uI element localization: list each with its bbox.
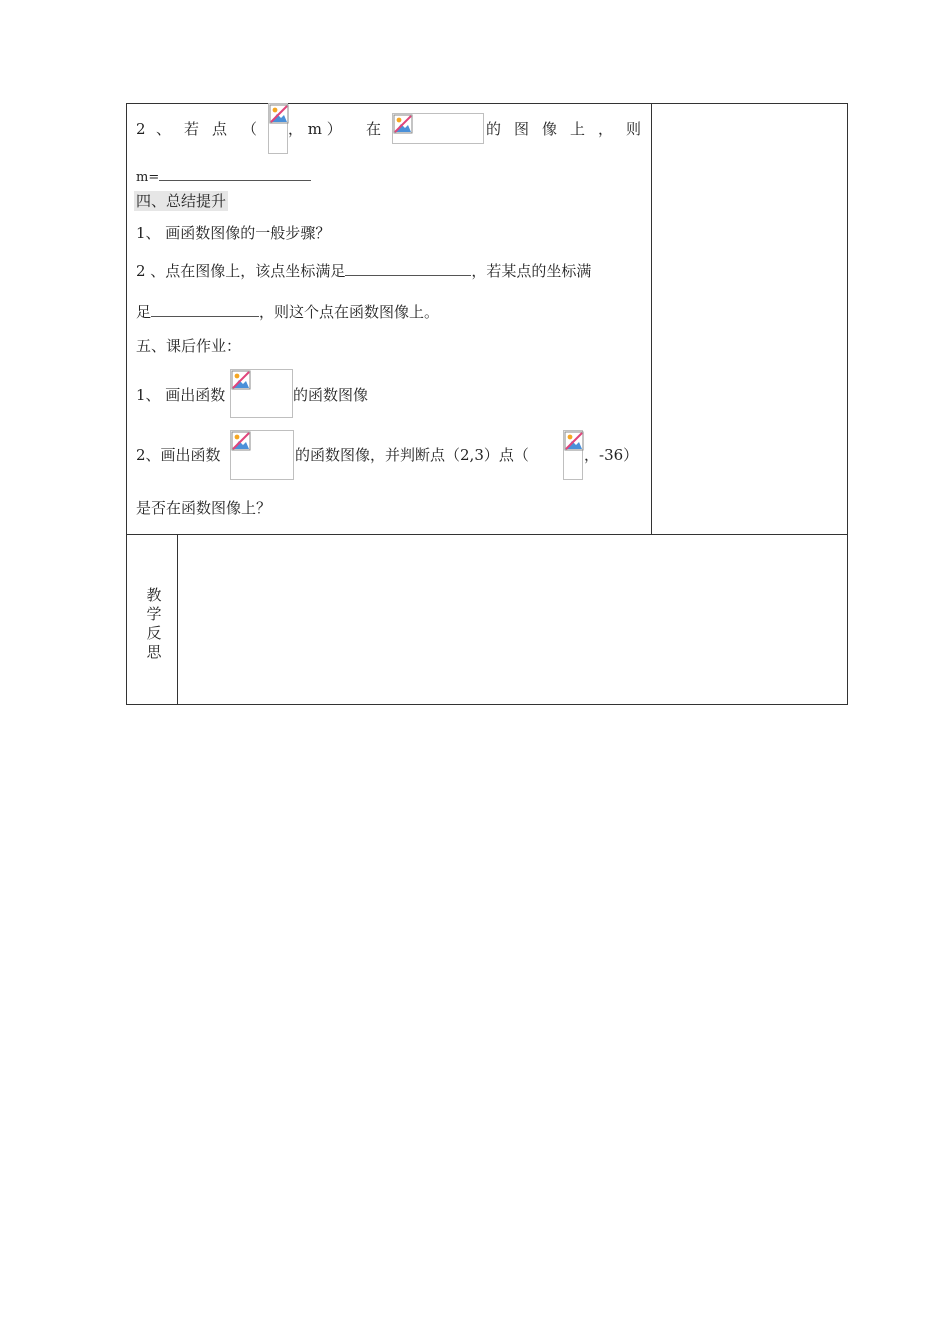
reflection-content-area[interactable] <box>178 535 847 704</box>
q2-char-dian: 点 <box>212 120 228 138</box>
homework-item-1-a: 1、 画出函数 <box>136 386 226 404</box>
summary-item-1: 1、 画函数图像的一般步骤？ <box>136 224 331 242</box>
broken-image-icon <box>230 430 294 480</box>
q2-comma-m: ， m ） <box>288 120 342 138</box>
broken-image-icon <box>268 103 288 154</box>
q2-sep: 、 <box>156 120 172 138</box>
answer-blank <box>159 165 311 181</box>
reflection-char: 反 <box>146 624 162 642</box>
q2-tail-comma: ， <box>598 120 614 138</box>
q2-tail-shang: 上 <box>570 120 586 138</box>
q2-tail-de: 的 <box>486 120 502 138</box>
table-border-bottom <box>126 704 848 705</box>
summary-heading: 四、总结提升 <box>136 192 227 210</box>
homework-item-2-c: ，-36） <box>584 446 639 464</box>
q2-tail-ze: 则 <box>626 120 642 138</box>
q2-m-answer <box>136 165 311 188</box>
q2-char-paren: （ <box>242 120 258 138</box>
broken-image-icon <box>563 430 583 480</box>
homework-item-2-b: 的函数图像，并判断点（2,3）点（ <box>295 446 529 464</box>
q2-tail-xiang: 像 <box>542 120 558 138</box>
reflection-char: 教 <box>146 586 162 604</box>
q2-zai: 在 <box>366 120 382 138</box>
lesson-table <box>126 103 848 705</box>
reflection-label <box>144 586 164 662</box>
table-border-top <box>126 103 848 104</box>
homework-item-2-d: 是否在函数图像上？ <box>136 499 272 517</box>
summary-item-2-line1: 2 、点在图像上，该点坐标满足 ，若某点的坐标满 <box>136 262 592 280</box>
broken-image-icon <box>392 113 484 144</box>
q2-number: 2 <box>136 120 146 138</box>
column-divider <box>651 103 652 535</box>
homework-item-1-b: 的函数图像 <box>293 386 369 404</box>
answer-blank <box>345 260 471 276</box>
summary-item-2-line2: 足 ，则这个点在函数图像上。 <box>136 303 440 321</box>
table-border-right <box>847 103 848 705</box>
answer-blank <box>151 301 259 317</box>
q2-m-label: m= <box>136 170 160 185</box>
q2-char-ruo: 若 <box>184 120 200 138</box>
q2-tail-tu: 图 <box>514 120 530 138</box>
table-border-left <box>126 103 127 705</box>
homework-heading: 五、课后作业： <box>136 337 242 355</box>
reflection-char: 学 <box>146 605 162 623</box>
reflection-char: 思 <box>146 643 162 661</box>
broken-image-icon <box>230 369 293 418</box>
homework-item-2-a: 2、画出函数 <box>136 446 221 464</box>
